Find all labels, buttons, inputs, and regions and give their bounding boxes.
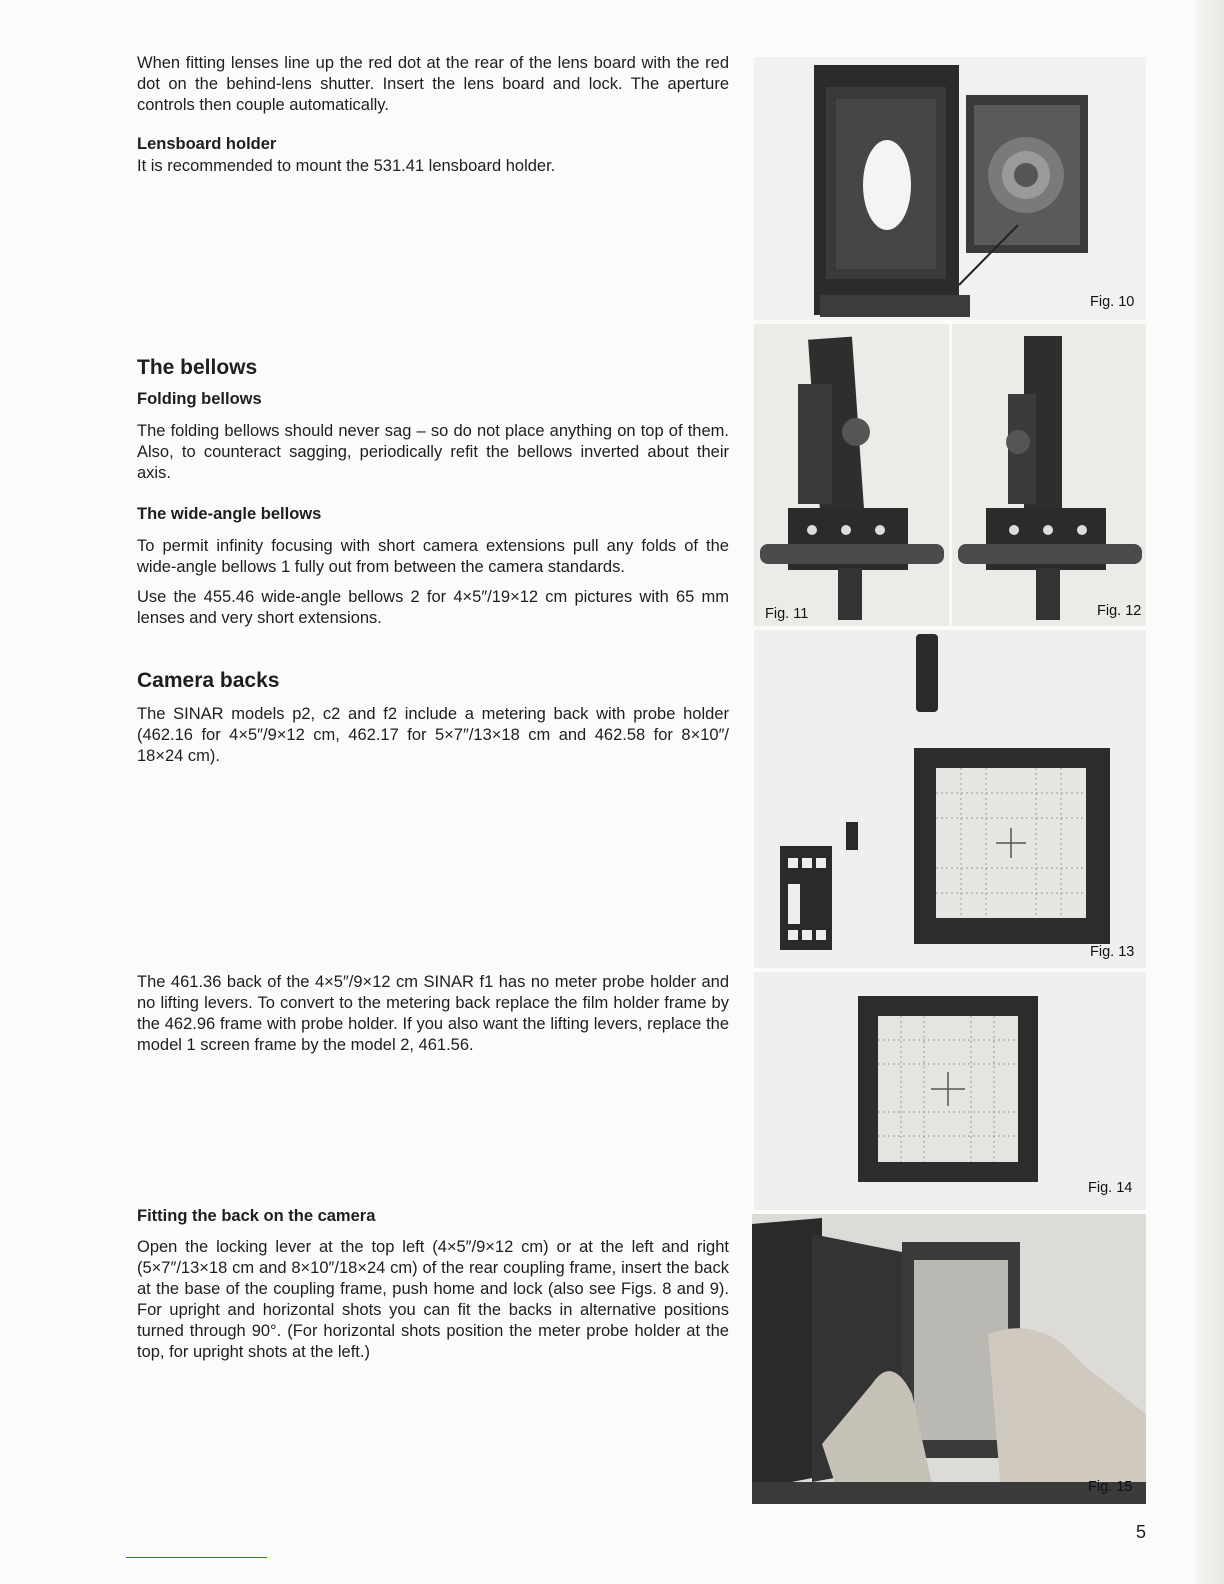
page-number: 5 [1136,1522,1147,1542]
figure-15-fitting-back-photo [752,1214,1146,1504]
folding-bellows-paragraph: The folding bellows should never sag – so do not place anything on top of them. Also, to counteract sagging, periodically refit the bellows inverted about their axis. [137,422,729,482]
camera-backs-paragraph-1: The SINAR models p2, c2 and f2 include a metering back with probe holder (462.16 for 4×5″/9×12 cm, 462.17 for 5×7″/13×18 cm and 462.58 for 8×10″/ 18×24 cm). [137,705,729,765]
figure-14-screen-frame-photo [754,972,1146,1210]
fitting-back-paragraph: Open the locking lever at the top left (4×5″/9×12 cm) or at the left and right (5×7″/13×18 cm and 8×10″/18×24 cm) of the rear coupling frame, insert the back at the base of the coupling frame, push home and lock (also see Figs. 8 and 9). For upright and horizontal shots you can fit the backs in alternative positions turned through 90°. (For horizontal shots position the meter probe holder at the top, for upright shots at the left.) [137,1238,729,1361]
camera-backs-heading: Camera backs [137,669,280,692]
figure-15-label: Fig. 15 [1088,1479,1133,1495]
figure-12-camera-photo [952,324,1146,626]
figure-10-lensboard-photo [754,57,1146,320]
figure-13-camera-back-photo [754,630,1146,968]
figure-11-camera-photo [754,324,949,626]
fitting-back-heading: Fitting the back on the camera [137,1207,376,1225]
figure-12-label: Fig. 12 [1097,603,1142,619]
wide-angle-bellows-heading: The wide-angle bellows [137,505,322,523]
wide-angle-paragraph-2: Use the 455.46 wide-angle bellows 2 for 4×5″/19×12 cm pictures with 65 mm lenses and very short extensions. [137,588,729,627]
figure-14-label: Fig. 14 [1088,1180,1133,1196]
figure-10-label: Fig. 10 [1090,294,1135,310]
bellows-heading: The bellows [137,356,258,379]
figure-11-label: Fig. 11 [765,606,809,622]
lensboard-paragraph: It is recommended to mount the 531.41 lensboard holder. [137,157,556,175]
footer-rule [126,1557,267,1558]
lensboard-heading: Lensboard holder [137,135,277,153]
intro-paragraph: When fitting lenses line up the red dot at the rear of the lens board with the red dot on the behind-lens shutter. Insert the lens board and lock. The aperture controls then couple automatically. [137,54,729,114]
wide-angle-paragraph-1: To permit infinity focusing with short camera extensions pull any folds of the wide-angle bellows 1 fully out from between the camera standards. [137,537,729,576]
camera-backs-paragraph-2: The 461.36 back of the 4×5″/9×12 cm SINAR f1 has no meter probe holder and no lifting levers. To convert to the metering back replace the film holder frame by the 462.96 frame with probe holder. If you also want the lifting levers, replace the model 1 screen frame by the model 2, 461.56. [137,973,729,1054]
folding-bellows-heading: Folding bellows [137,390,262,408]
page-edge-shade [1196,0,1224,1584]
figure-13-label: Fig. 13 [1090,944,1135,960]
